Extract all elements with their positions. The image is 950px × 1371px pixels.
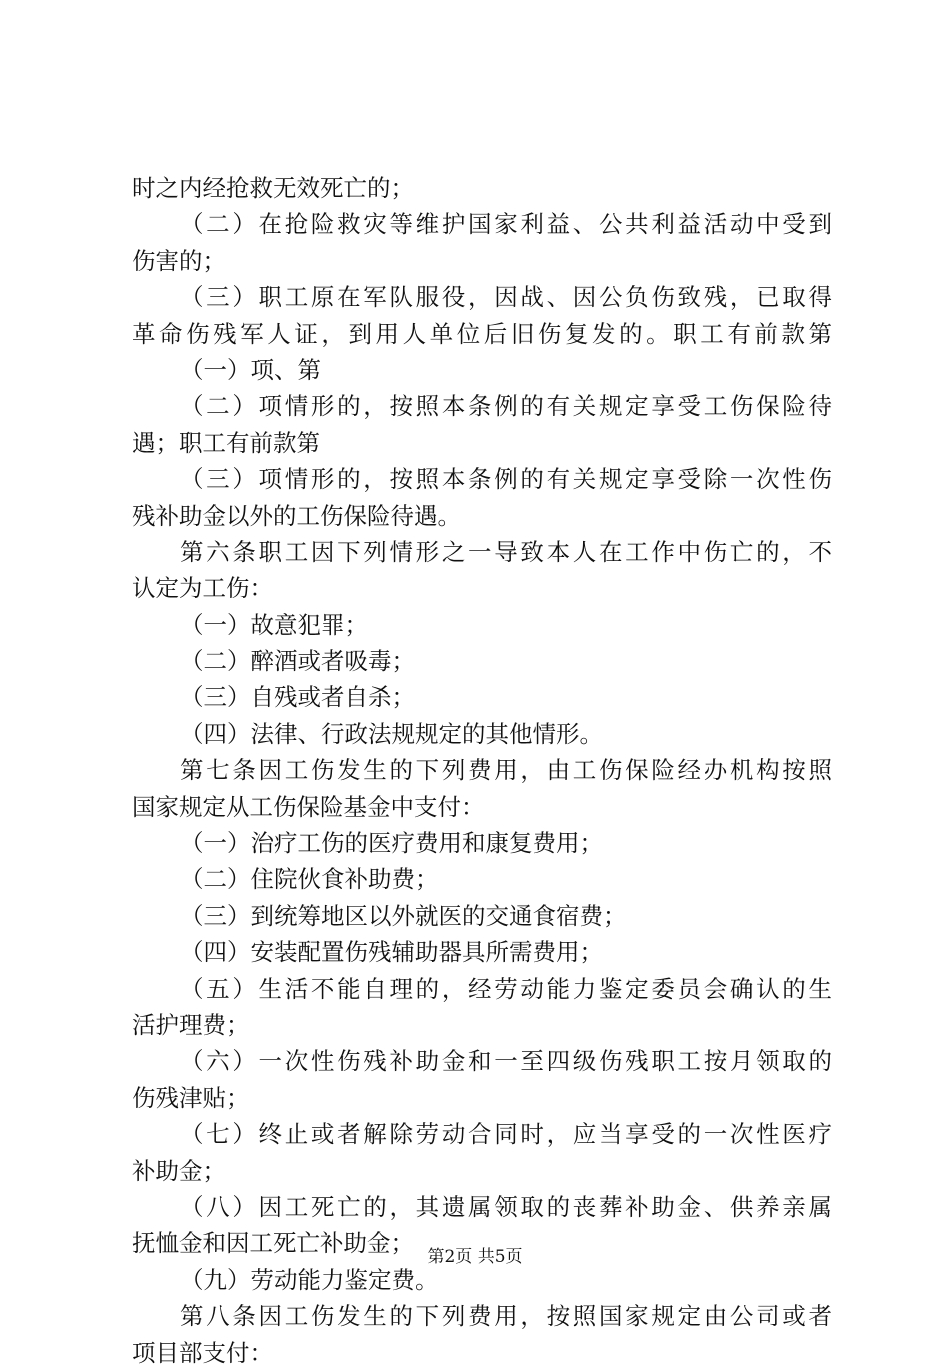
text-line: （二）项情形的，按照本条例的有关规定享受工伤保险待 (180, 392, 832, 421)
text-line: （三）到统筹地区以外就医的交通食宿费； (180, 901, 627, 930)
text-line: 第八条因工伤发生的下列费用，按照国家规定由公司或者 (180, 1302, 832, 1331)
text-line: （一）故意犯罪； (180, 610, 368, 639)
text-line: 伤害的； (132, 246, 226, 275)
text-line: 第六条职工因下列情形之一导致本人在工作中伤亡的，不 (180, 537, 832, 566)
text-line: 残补助金以外的工伤保险待遇。 (132, 501, 461, 530)
text-line: 国家规定从工伤保险基金中支付： (132, 792, 485, 821)
text-line: （二）在抢险救灾等维护国家利益、公共利益活动中受到 (180, 210, 832, 239)
text-line: 第七条因工伤发生的下列费用，由工伤保险经办机构按照 (180, 756, 832, 785)
text-line: 时之内经抢救无效死亡的； (132, 174, 414, 202)
text-line: （四）法律、行政法规规定的其他情形。 (180, 719, 603, 748)
text-line: （二）住院伙食补助费； (180, 865, 439, 894)
text-line: （一）治疗工伤的医疗费用和康复费用； (180, 829, 603, 858)
text-line: （九）劳动能力鉴定费。 (180, 1265, 439, 1294)
text-line: 补助金； (132, 1156, 226, 1185)
text-line: （五）生活不能自理的，经劳动能力鉴定委员会确认的生 (180, 974, 832, 1003)
text-line: 抚恤金和因工死亡补助金； (132, 1229, 414, 1258)
text-line: （三）职工原在军队服役，因战、因公负伤致残，已取得 (180, 283, 832, 312)
text-line: （一）项、第 (180, 355, 321, 384)
text-line: 项目部支付： (132, 1338, 273, 1367)
text-line: （七）终止或者解除劳动合同时，应当享受的一次性医疗 (180, 1120, 832, 1149)
text-line: 遇；职工有前款第 (132, 428, 320, 457)
text-line: （三）项情形的，按照本条例的有关规定享受除一次性伤 (180, 465, 832, 494)
text-line: （八）因工死亡的，其遗属领取的丧葬补助金、供养亲属 (180, 1192, 832, 1221)
text-line: 认定为工伤： (132, 574, 273, 603)
text-line: 伤残津贴； (132, 1083, 250, 1112)
text-line: 革命伤残军人证，到用人单位后旧伤复发的。职工有前款第 (132, 319, 832, 348)
text-line: 活护理费； (132, 1010, 250, 1039)
text-line: （四）安装配置伤残辅助器具所需费用； (180, 938, 603, 967)
text-line: （二）醉酒或者吸毒； (180, 647, 415, 676)
document-body (132, 170, 832, 1371)
text-line: （三）自残或者自杀； (180, 683, 415, 712)
text-line: （六）一次性伤残补助金和一至四级伤残职工按月领取的 (180, 1047, 832, 1076)
page-footer: 第2页 共5页 (427, 1247, 523, 1267)
